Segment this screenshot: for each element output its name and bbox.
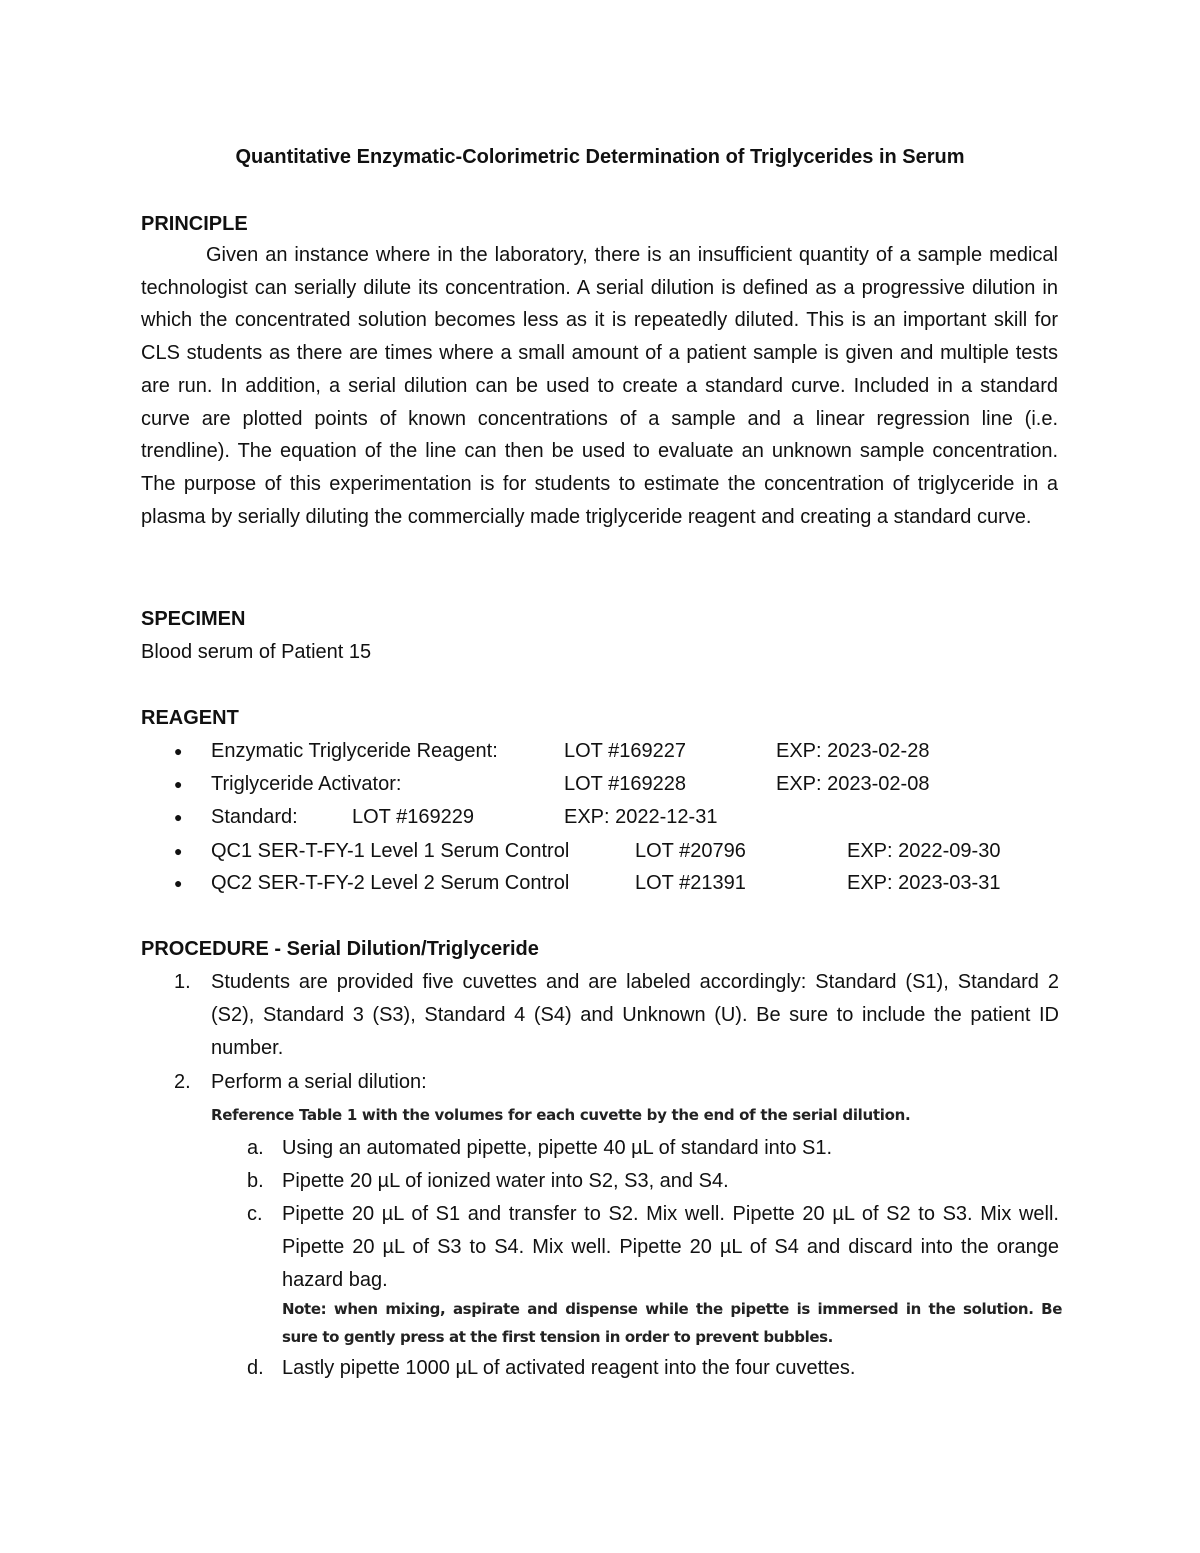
reagent-exp: EXP: 2022-09-30 <box>847 840 1001 862</box>
specimen-heading: SPECIMEN <box>141 608 246 630</box>
bullet-icon: ● <box>174 809 183 825</box>
bullet-icon: ● <box>174 743 183 759</box>
specimen-text: Blood serum of Patient 15 <box>141 641 372 663</box>
step-number: 2. <box>174 1071 191 1093</box>
principle-body: Given an instance where in the laboratory, there is an insufficient quantity of a sample medical technologist can serially dilute its concentration. A serial dilution is defined as a progressive dilution in which the concentrated solution becomes less as it is repeatedly diluted. This is an important skill for CLS students as there are times where a small amount of a patient sample is given and multiple tests are run. In addition, a serial dilution can be used to create a standard curve. Included in a standard curve are plotted points of known concentrations of a sample and a linear regression line (i.e. trendline). The equation of the line can then be used to evaluate an unknown sample concentration. The purpose of this experimentation is for students to estimate the concentration of triglyceride in a plasma by serially diluting the commercially made triglyceride reagent and creating a standard curve. <box>141 244 1058 528</box>
reagent-exp: EXP: 2023-02-08 <box>776 773 930 795</box>
reagent-item <box>141 835 1081 867</box>
bullet-icon: ● <box>174 776 183 792</box>
substep-text: Pipette 20 µL of ionized water into S2, S3, and S4. <box>282 1170 729 1192</box>
reagent-name: QC1 SER-T-FY-1 Level 1 Serum Control <box>211 840 570 862</box>
reagent-exp: EXP: 2023-02-28 <box>776 740 930 762</box>
reagent-name: QC2 SER-T-FY-2 Level 2 Serum Control <box>211 872 570 894</box>
substep-letter: d. <box>247 1357 264 1379</box>
principle-paragraph <box>141 239 1058 533</box>
reagent-item <box>141 801 1081 833</box>
procedure-heading: PROCEDURE - Serial Dilution/Triglyceride <box>141 938 539 960</box>
step-text: Perform a serial dilution: <box>211 1071 427 1093</box>
reagent-lot: LOT #20796 <box>635 840 746 862</box>
substep-letter: a. <box>247 1137 264 1159</box>
substep-text: Lastly pipette 1000 µL of activated reagent into the four cuvettes. <box>282 1357 856 1379</box>
reagent-lot: LOT #21391 <box>635 872 746 894</box>
substep-letter: c. <box>247 1203 263 1225</box>
reagent-name: Enzymatic Triglyceride Reagent: <box>211 740 498 762</box>
reagent-name: Triglyceride Activator: <box>211 773 402 795</box>
bullet-icon: ● <box>174 843 183 859</box>
reagent-item <box>141 867 1081 899</box>
step-number: 1. <box>174 971 191 993</box>
reference-note: Reference Table 1 with the volumes for each cuvette by the end of the serial dilution. <box>211 1106 911 1124</box>
reagent-lot: LOT #169227 <box>564 740 686 762</box>
reagent-lot: LOT #169229 <box>352 806 474 828</box>
substep-text: Using an automated pipette, pipette 40 µL of standard into S1. <box>282 1137 833 1159</box>
substep-letter: b. <box>247 1170 264 1192</box>
reagent-lot: LOT #169228 <box>564 773 686 795</box>
step-text: Students are provided five cuvettes and are labeled accordingly: Standard (S1), Standard 2 (S2), Standard 3 (S3), Standard 4 (S4) and Unknown (U). Be sure to include the patient ID number. <box>211 971 1059 1059</box>
document-title: Quantitative Enzymatic-Colorimetric Determination of Triglycerides in Serum <box>235 146 965 168</box>
mixing-note: Note: when mixing, aspirate and dispense while the pipette is immersed in the solution. Be sure to gently press at the first tension in order to prevent bubbles. <box>282 1300 1062 1346</box>
reagent-item <box>141 768 1081 800</box>
reagent-item <box>141 735 1081 767</box>
principle-heading: PRINCIPLE <box>141 213 248 235</box>
substep-text: Pipette 20 µL of S1 and transfer to S2. Mix well. Pipette 20 µL of S2 to S3. Mix well. Pipette 20 µL of S3 to S4. Mix well. Pipette 20 µL of S4 and discard into the orange hazard bag. <box>282 1203 1059 1291</box>
reagent-exp: EXP: 2022-12-31 <box>564 806 718 828</box>
reagent-exp: EXP: 2023-03-31 <box>847 872 1001 894</box>
reagent-heading: REAGENT <box>141 707 239 729</box>
bullet-icon: ● <box>174 875 183 891</box>
reagent-name: Standard: <box>211 806 298 828</box>
